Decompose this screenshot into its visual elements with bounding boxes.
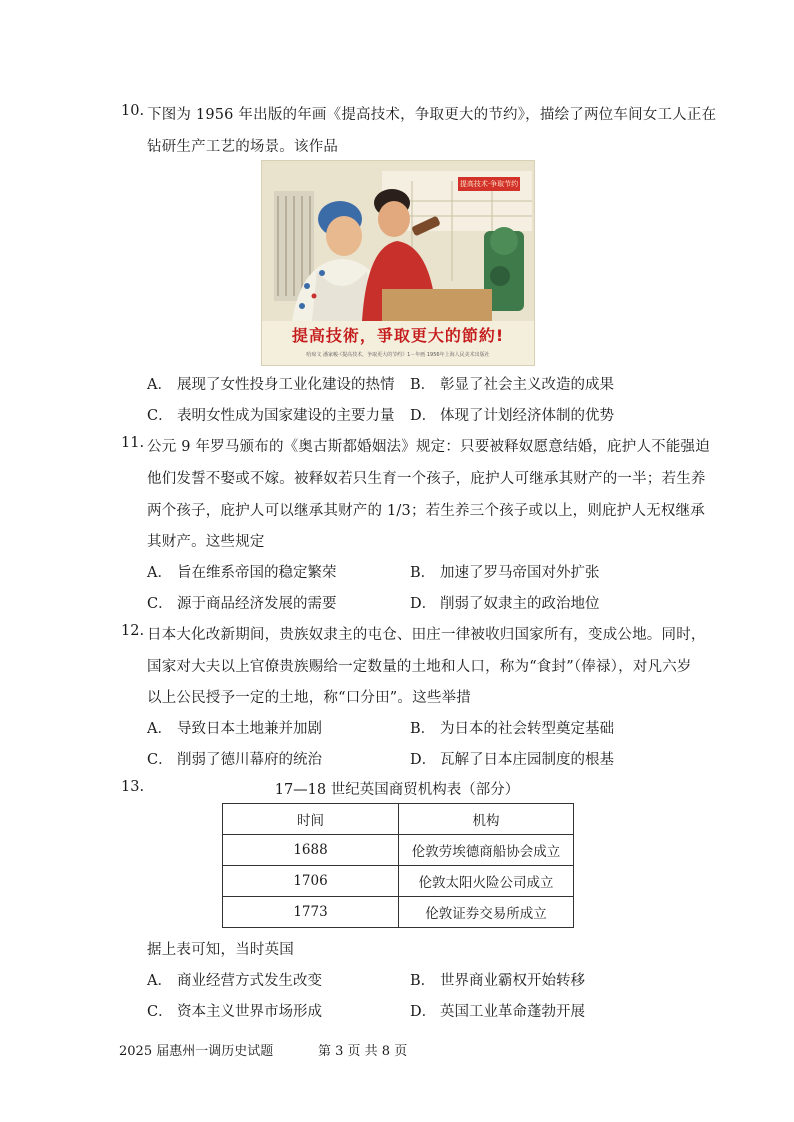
q12-option-b[interactable] bbox=[410, 717, 614, 738]
q12-stem-line-2: 国家对大夫以上官僚贵族赐给一定数量的土地和人口，称为“食封”（俸禄），对凡六岁 bbox=[147, 659, 692, 675]
q10-option-a[interactable] bbox=[147, 373, 395, 394]
q11-option-b[interactable] bbox=[410, 561, 600, 582]
footer-page-number: 第 3 页 共 8 页 bbox=[318, 1044, 408, 1059]
option-text: 瓦解了日本庄园制度的根基 bbox=[440, 752, 614, 768]
q12-option-a[interactable] bbox=[147, 717, 322, 738]
q10-option-d[interactable] bbox=[410, 404, 614, 425]
poster-caption: 哈琼文 潘家峻·《提高技术，争取更大的节约》1－年画 1956年上海人民美术出版社 bbox=[306, 352, 490, 358]
option-label: C． bbox=[147, 408, 173, 424]
q12-stem-line-3: 以上公民授予一定的土地，称“口分田”。这些举措 bbox=[147, 690, 471, 706]
option-label: D． bbox=[410, 1004, 437, 1020]
table-cell-institution: 伦敦太阳火险公司成立 bbox=[399, 866, 574, 897]
option-text: 削弱了德川幕府的统治 bbox=[177, 752, 322, 768]
q12-option-c[interactable] bbox=[147, 748, 322, 769]
q13-institution-table bbox=[222, 803, 574, 928]
option-text: 彰显了社会主义改造的成果 bbox=[440, 377, 614, 393]
q10-stem-line-1: 下图为 1956 年出版的年画《提高技术，争取更大的节约》，描绘了两位车间女工人正在 bbox=[147, 107, 717, 123]
option-text: 展现了女性投身工业化建设的热情 bbox=[177, 377, 395, 393]
q13-option-b[interactable] bbox=[410, 969, 585, 990]
q12-option-d[interactable] bbox=[410, 748, 614, 769]
propaganda-poster-image bbox=[261, 160, 535, 366]
option-text: 世界商业霸权开始转移 bbox=[440, 973, 585, 989]
q13-number: 13. bbox=[121, 779, 145, 795]
option-text: 加速了罗马帝国对外扩张 bbox=[440, 565, 600, 581]
q11-option-d[interactable] bbox=[410, 592, 600, 613]
option-text: 为日本的社会转型奠定基础 bbox=[440, 721, 614, 737]
q11-stem-line-1: 公元 9 年罗马颁布的《奥古斯都婚姻法》规定：只要被释奴愿意结婚，庇护人不能强迫 bbox=[147, 439, 710, 455]
table-row bbox=[223, 897, 574, 928]
q12-number: 12. bbox=[121, 623, 145, 639]
table-header-row bbox=[223, 804, 574, 835]
option-label: C． bbox=[147, 1004, 173, 1020]
q11-stem-line-2: 他们发誓不娶或不嫁。被释奴若只生育一个孩子，庇护人可继承其财产的一半；若生养 bbox=[147, 471, 706, 487]
option-text: 源于商品经济发展的需要 bbox=[177, 596, 337, 612]
table-header-time: 时间 bbox=[223, 804, 399, 835]
q10-number: 10. bbox=[121, 103, 145, 119]
option-label: A． bbox=[147, 565, 172, 581]
q11-option-c[interactable] bbox=[147, 592, 337, 613]
table-cell-institution: 伦敦劳埃德商船协会成立 bbox=[399, 835, 574, 866]
option-text: 英国工业革命蓬勃开展 bbox=[440, 1004, 585, 1020]
option-label: B． bbox=[410, 377, 436, 393]
option-label: B． bbox=[410, 721, 436, 737]
option-label: B． bbox=[410, 973, 436, 989]
table-cell-year: 1706 bbox=[223, 866, 399, 897]
q12-stem-line-1: 日本大化改新期间，贵族奴隶主的屯仓、田庄一律被收归国家所有，变成公地。同时， bbox=[147, 627, 706, 643]
q10-option-c[interactable] bbox=[147, 404, 395, 425]
table-cell-year: 1688 bbox=[223, 835, 399, 866]
option-label: D． bbox=[410, 752, 437, 768]
option-text: 体现了计划经济体制的优势 bbox=[440, 408, 614, 424]
q13-option-c[interactable] bbox=[147, 1000, 322, 1021]
q13-table-title: 17—18 世纪英国商贸机构表（部分） bbox=[274, 782, 520, 798]
option-text: 资本主义世界市场形成 bbox=[177, 1004, 322, 1020]
option-text: 导致日本土地兼并加剧 bbox=[177, 721, 322, 737]
q10-option-b[interactable] bbox=[410, 373, 614, 394]
option-text: 商业经营方式发生改变 bbox=[177, 973, 322, 989]
footer-exam-title: 2025 届惠州一调历史试题 bbox=[119, 1044, 274, 1059]
option-label: A． bbox=[147, 377, 172, 393]
q11-stem-line-3: 两个孩子，庇护人可以继承其财产的 1/3；若生养三个孩子或以上，则庇护人无权继承 bbox=[147, 503, 705, 519]
table-header-institution: 机构 bbox=[399, 804, 574, 835]
table-cell-year: 1773 bbox=[223, 897, 399, 928]
q13-option-d[interactable] bbox=[410, 1000, 585, 1021]
q10-stem-line-2: 钻研生产工艺的场景。该作品 bbox=[147, 139, 339, 155]
q11-number: 11. bbox=[121, 435, 145, 451]
poster-slogan: 提高技術，爭取更大的節約! bbox=[291, 326, 505, 345]
option-label: A． bbox=[147, 973, 172, 989]
option-label: B． bbox=[410, 565, 436, 581]
option-label: A． bbox=[147, 721, 172, 737]
option-text: 旨在维系帝国的稳定繁荣 bbox=[177, 565, 337, 581]
option-text: 表明女性成为国家建设的主要力量 bbox=[177, 408, 395, 424]
table-cell-institution: 伦敦证券交易所成立 bbox=[399, 897, 574, 928]
q13-option-a[interactable] bbox=[147, 969, 322, 990]
q11-option-a[interactable] bbox=[147, 561, 337, 582]
poster-banner: 提高技术·争取节约 bbox=[458, 177, 520, 191]
table-row bbox=[223, 835, 574, 866]
option-text: 削弱了奴隶主的政治地位 bbox=[440, 596, 600, 612]
table-row bbox=[223, 866, 574, 897]
option-label: C． bbox=[147, 752, 173, 768]
q11-stem-line-4: 其财产。这些规定 bbox=[147, 534, 265, 550]
option-label: D． bbox=[410, 408, 437, 424]
option-label: D． bbox=[410, 596, 437, 612]
option-label: C． bbox=[147, 596, 173, 612]
q13-stem: 据上表可知，当时英国 bbox=[147, 942, 294, 958]
